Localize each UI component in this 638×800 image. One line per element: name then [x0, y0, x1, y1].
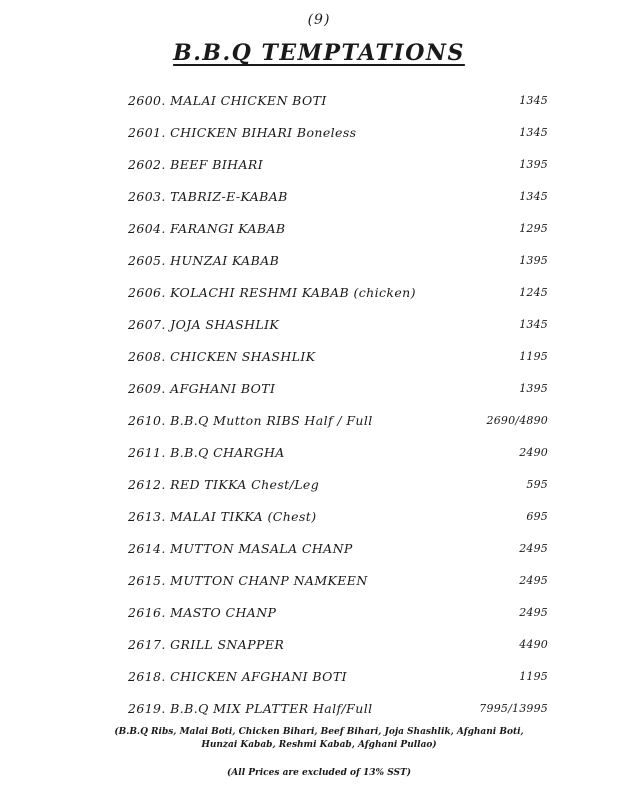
menu-item	[128, 276, 548, 308]
menu-item	[128, 148, 548, 180]
item-name: 2618. CHICKEN AFGHANI BOTI	[128, 668, 347, 684]
item-price: 2495	[519, 573, 548, 587]
menu-item	[128, 372, 548, 404]
menu-item	[128, 404, 548, 436]
item-price: 1345	[519, 189, 548, 203]
item-price: 4490	[519, 637, 548, 651]
item-price: 2495	[519, 541, 548, 555]
menu-item	[128, 468, 548, 500]
item-price: 1395	[519, 253, 548, 267]
menu-item	[128, 180, 548, 212]
item-name: 2614. MUTTON MASALA CHANP	[128, 540, 353, 556]
item-price: 2495	[519, 605, 548, 619]
menu-item	[128, 308, 548, 340]
menu-item	[128, 84, 548, 116]
item-name: 2605. HUNZAI KABAB	[128, 252, 280, 268]
platter-note-line: Hunzai Kabab, Reshmi Kabab, Afghani Pullao)	[201, 740, 437, 750]
menu-item	[128, 532, 548, 564]
item-name: 2607. JOJA SHASHLIK	[128, 316, 280, 332]
item-name: 2615. MUTTON CHANP NAMKEEN	[128, 572, 368, 588]
item-price: 1395	[519, 157, 548, 171]
item-name: 2616. MASTO CHANP	[128, 604, 277, 620]
menu-item	[128, 116, 548, 148]
tax-note: (All Prices are excluded of 13% SST)	[227, 768, 411, 778]
item-price: 1345	[519, 125, 548, 139]
page-number: (9)	[307, 12, 331, 28]
item-name: 2610. B.B.Q Mutton RIBS Half / Full	[128, 412, 373, 428]
platter-note-line: (B.B.Q Ribs, Malai Boti, Chicken Bihari, Beef Bihari, Joja Shashlik, Afghani Boti,	[114, 727, 524, 737]
menu-item	[128, 436, 548, 468]
menu-item	[128, 564, 548, 596]
item-name: 2603. TABRIZ-E-KABAB	[128, 188, 288, 204]
item-price: 1195	[519, 349, 548, 363]
menu-item	[128, 628, 548, 660]
item-price: 1195	[519, 669, 548, 683]
item-name: 2611. B.B.Q CHARGHA	[128, 444, 285, 460]
item-name: 2600. MALAI CHICKEN BOTI	[128, 92, 327, 108]
menu-item	[128, 500, 548, 532]
item-name: 2617. GRILL SNAPPER	[128, 636, 285, 652]
item-price: 1345	[519, 93, 548, 107]
menu-item	[128, 596, 548, 628]
item-price: 595	[526, 477, 548, 491]
menu-item	[128, 692, 548, 724]
menu-item	[128, 660, 548, 692]
item-name: 2613. MALAI TIKKA (Chest)	[128, 508, 317, 524]
item-name: 2604. FARANGI KABAB	[128, 220, 286, 236]
item-name: 2619. B.B.Q MIX PLATTER Half/Full	[128, 700, 373, 716]
menu-item	[128, 340, 548, 372]
page-title-text: B.B.Q TEMPTATIONS	[173, 40, 465, 66]
item-name: 2602. BEEF BIHARI	[128, 156, 264, 172]
item-price: 7995/13995	[479, 701, 548, 715]
item-name: 2601. CHICKEN BIHARI Boneless	[128, 124, 357, 140]
platter-contents-note	[0, 726, 638, 752]
item-name: 2608. CHICKEN SHASHLIK	[128, 348, 316, 364]
item-price: 1245	[519, 285, 548, 299]
item-price: 2490	[519, 445, 548, 459]
item-price: 2690/4890	[486, 413, 548, 427]
item-price: 1345	[519, 317, 548, 331]
item-price: 1295	[519, 221, 548, 235]
item-price: 1395	[519, 381, 548, 395]
item-name: 2612. RED TIKKA Chest/Leg	[128, 476, 320, 492]
menu-item	[128, 244, 548, 276]
item-name: 2609. AFGHANI BOTI	[128, 380, 276, 396]
item-name: 2606. KOLACHI RESHMI KABAB (chicken)	[128, 284, 416, 300]
menu-list	[128, 84, 548, 724]
page-title	[0, 40, 638, 66]
item-price: 695	[526, 509, 548, 523]
menu-item	[128, 212, 548, 244]
